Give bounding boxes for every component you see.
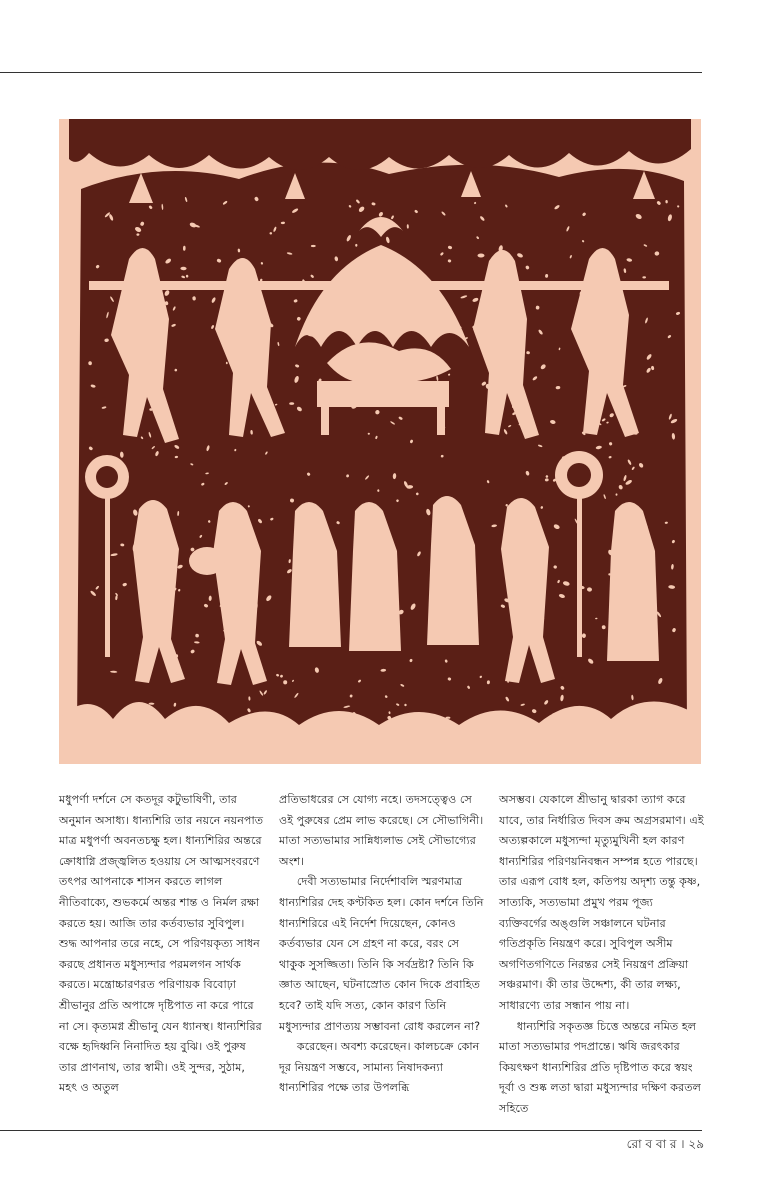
paragraph: দেবী সত্যভামার নির্দেশাবলি স্মরণমাত্র ধান্যশিরির দেহ কণ্টকিত হল। কোন দর্শনে তিনি ধান্যশিরিরে এই নির্দেশ দিয়েছেন, কোনও কর্তব্যভার যেন সে গ্রহণ না করে, বরং সে থাকুক সুসজ্জিতা। তিনি কি সর্বদ্রষ্টা? তিনি কি জ্ঞাত আছেন, ঘটনাস্রোত কোন দিকে প্রবাহিত হবে? তাই যদি সত্য, কোন কারণ তিনি মধুস্যন্দার প্রাণত্যয় সম্ভাবনা রোধ করলেন না? (279, 875, 484, 1033)
paragraph: মধুপর্ণা দর্শনে সে কতদূর কটুভাষিণী, তার অনুমান অসাধ্য। ধান্যশিরি তার নয়নে নয়নপাত মাত্র মধুপর্ণা অবনতচক্ষু হল। ধান্যশিরির অন্তরে ক্রোধাগ্নি প্রজ্জ্বলিত হওয়ায় সে আত্মসংবরণে তৎপর আপনাকে শাসন করতে লাগল নীতিবাক্যে, শুভকর্মে অন্তর শান্ত ও নির্মল রক্ষা করতে হয়। আজি তার কর্তব্যভার সুবিপুল। শুদ্ধ আপনার তরে নহে, সে পরিণয়কৃত্য সাধন করছে প্রধানত মধুস্যন্দার পরমলগন সার্থক করতে। মন্ত্রোচ্চারণরত পরিণায়ক বিবোঢ়া শ্রীভানুর প্রতি অপাঙ্গে দৃষ্টিপাত না করে পারে না সে। কৃত্যমগ্ন শ্রীভানু যেন ধ্যানস্থ। ধান্যশিরির বক্ষে হৃদিধ্বনি নিনাদিত হয় বুঝি। ওই পুরুষ তার প্রাণনাথ, তার স্বামী। ওই সুন্দর, সুঠাম, মহৎ ও অতুল (59, 793, 264, 1095)
top-rule (0, 72, 702, 73)
woodcut-procession-illustration (59, 119, 701, 764)
text-column-2 (279, 790, 484, 1120)
article-columns (59, 790, 704, 1120)
paragraph: প্রতিভাধরের সে যোগ্য নহে। তদসত্ত্বেও সে ওই পুরুষের প্রেম লাভ করেছে। সে সৌভাগিনী। মাতা সত্যভামার সান্নিধ্যলাভ সেই সৌভাগ্যের অংশ। (279, 793, 484, 868)
bottom-rule (0, 1130, 702, 1131)
paragraph: অসম্ভব। যেকালে শ্রীভানু দ্বারকা ত্যাগ করে যাবে, তার নির্ধারিত দিবস ক্রম অগ্রসরমাণ। এই অত্যল্পকালে মধুস্যন্দা মৃত্যুমুখিনী হল কারণ ধান্যশিরির পরিণয়নিবন্ধন সম্পন্ন হতে পারছে। তার এরূপ বোধ হল, কতিপয় অদৃশ্য তন্তু কৃষ্ণ, সাত্যকি, সত্যভামা প্রমুখ পরম পূজ্য ব্যক্তিবর্গের অঙ্গুলি সঞ্চালনে ঘটনার গতিপ্রকৃতি নিয়ন্ত্রণ করে। সুবিপুল অসীম অগণিতগণিতে নিরন্তর সেই নিয়ন্ত্রণ প্রক্রিয়া সঞ্চরমাণ। কী তার উদ্দেশ্য, কী তার লক্ষ্য, সাধারণ্যে তার সন্ধান পায় না। (499, 793, 704, 1012)
paragraph: ধান্যশিরি সকৃতজ্ঞ চিত্তে অন্তরে নমিত হল মাতা সত্যভামার পদপ্রান্তে। ঋষি জরৎকার কিয়ৎক্ষণ ধান্যশিরির প্রতি দৃষ্টিপাত করে স্বয়ং দূর্বা ও শুষ্ক লতা দ্বারা মধুস্যন্দার দক্ষিণ করতল সহিতে (499, 1019, 701, 1115)
canopy-drape (69, 119, 691, 170)
paragraph: করেছেন। অবশ্য করেছেন। কালচক্রে কোন দূর নিয়ন্ত্রণ সম্ভবে, সামান্য নিষাদকন্যা ধান্যশিরির পক্ষে তার উপলব্ধি (279, 1040, 480, 1095)
page-folio: রো ব বা র । ২৯ (626, 1137, 704, 1151)
illustration-svg (59, 119, 701, 764)
palanquin-base (317, 381, 449, 407)
text-column-3 (499, 790, 704, 1120)
text-column-1 (59, 790, 264, 1120)
